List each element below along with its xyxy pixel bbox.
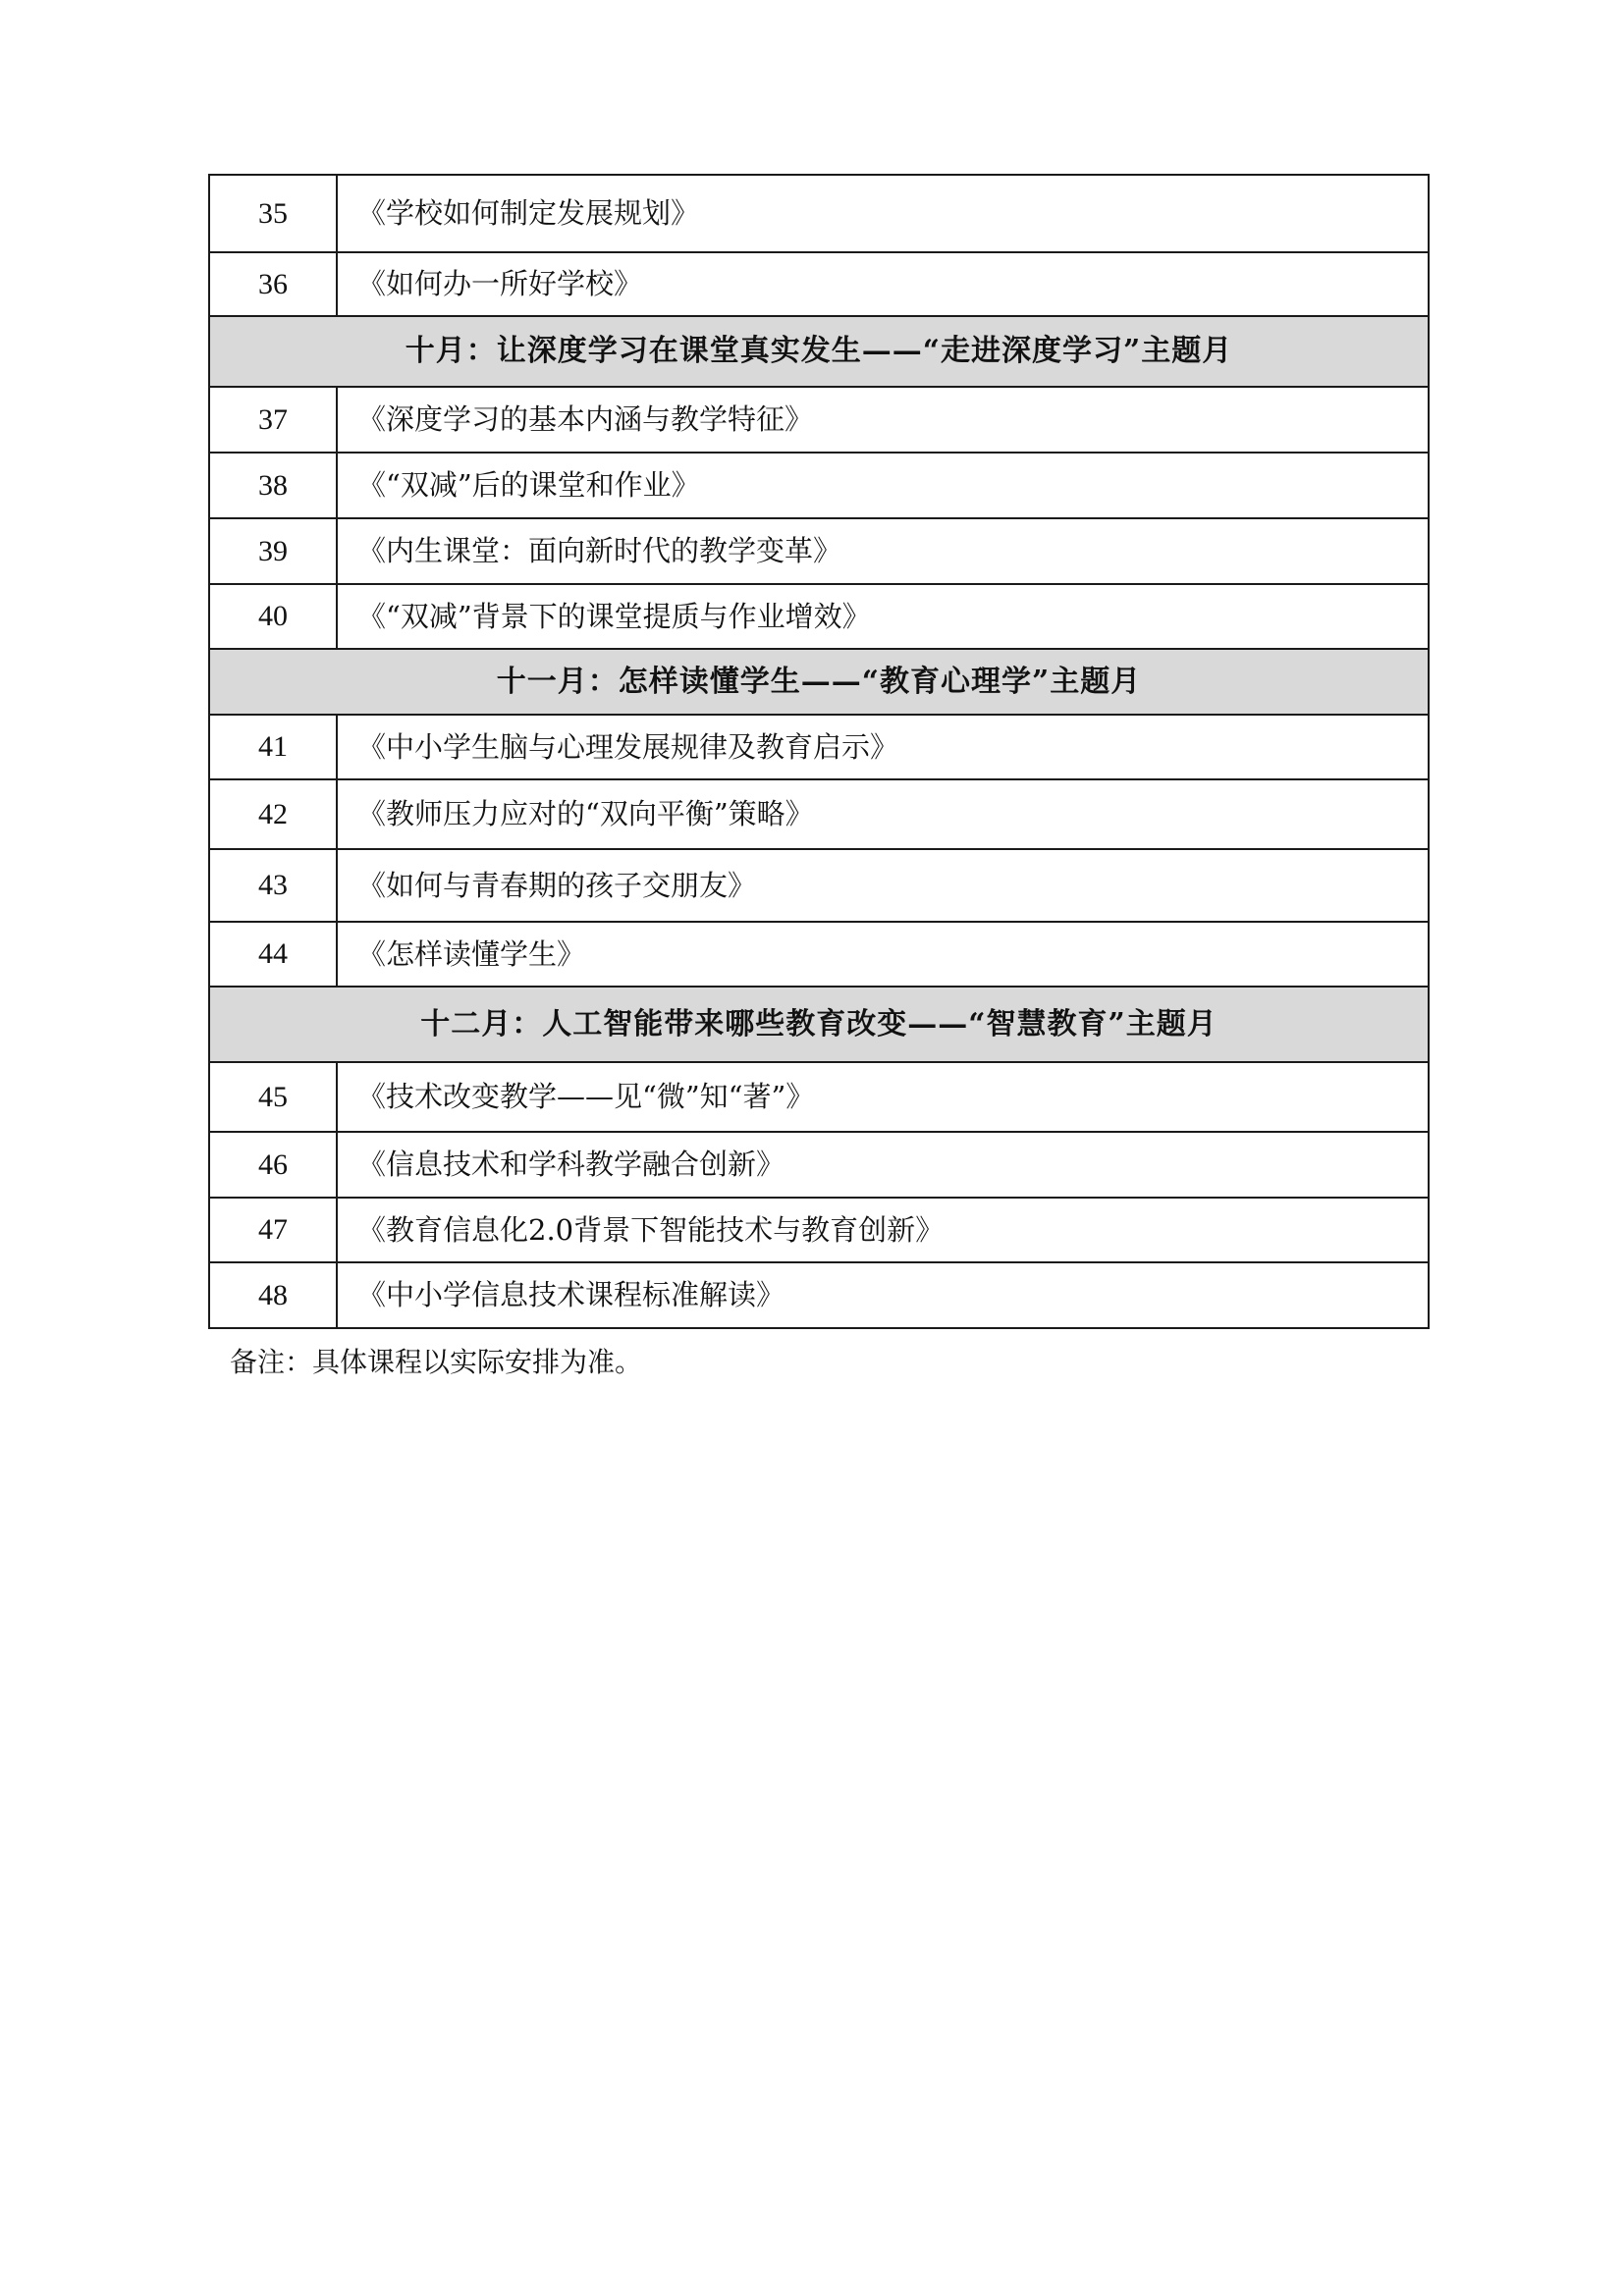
section-header-row bbox=[209, 649, 1429, 715]
course-number: 37 bbox=[209, 387, 337, 453]
course-number: 38 bbox=[209, 453, 337, 518]
course-title: 《教师压力应对的“双向平衡”策略》 bbox=[337, 779, 1429, 849]
course-title: 《“双减”背景下的课堂提质与作业增效》 bbox=[337, 584, 1429, 649]
course-title: 《学校如何制定发展规划》 bbox=[337, 175, 1429, 252]
course-title: 《如何办一所好学校》 bbox=[337, 252, 1429, 316]
course-title: 《深度学习的基本内涵与教学特征》 bbox=[337, 387, 1429, 453]
course-number: 47 bbox=[209, 1198, 337, 1262]
course-number: 40 bbox=[209, 584, 337, 649]
section-header-row bbox=[209, 316, 1429, 387]
footnote-remark: 备注：具体课程以实际安排为准。 bbox=[230, 1346, 643, 1378]
course-number: 44 bbox=[209, 922, 337, 987]
table-row bbox=[209, 922, 1429, 987]
course-number: 41 bbox=[209, 715, 337, 779]
course-number: 39 bbox=[209, 518, 337, 584]
course-title: 《内生课堂：面向新时代的教学变革》 bbox=[337, 518, 1429, 584]
table-row bbox=[209, 584, 1429, 649]
course-number: 35 bbox=[209, 175, 337, 252]
course-title: 《怎样读懂学生》 bbox=[337, 922, 1429, 987]
course-number: 42 bbox=[209, 779, 337, 849]
course-number: 45 bbox=[209, 1062, 337, 1132]
course-title: 《“双减”后的课堂和作业》 bbox=[337, 453, 1429, 518]
course-title: 《技术改变教学——见“微”知“著”》 bbox=[337, 1062, 1429, 1132]
table-row bbox=[209, 387, 1429, 453]
course-title: 《如何与青春期的孩子交朋友》 bbox=[337, 849, 1429, 922]
section-title: 十二月：人工智能带来哪些教育改变——“智慧教育”主题月 bbox=[209, 987, 1429, 1062]
course-number: 46 bbox=[209, 1132, 337, 1198]
course-title: 《中小学信息技术课程标准解读》 bbox=[337, 1262, 1429, 1328]
table-row bbox=[209, 252, 1429, 316]
section-title: 十月：让深度学习在课堂真实发生——“走进深度学习”主题月 bbox=[209, 316, 1429, 387]
section-title: 十一月：怎样读懂学生——“教育心理学”主题月 bbox=[209, 649, 1429, 715]
course-title: 《教育信息化2.0背景下智能技术与教育创新》 bbox=[337, 1198, 1429, 1262]
table-row bbox=[209, 849, 1429, 922]
course-title: 《信息技术和学科教学融合创新》 bbox=[337, 1132, 1429, 1198]
table-row bbox=[209, 175, 1429, 252]
table-row bbox=[209, 453, 1429, 518]
table-row bbox=[209, 518, 1429, 584]
course-number: 43 bbox=[209, 849, 337, 922]
table-row bbox=[209, 1262, 1429, 1328]
table-row bbox=[209, 715, 1429, 779]
table-row bbox=[209, 1062, 1429, 1132]
section-header-row bbox=[209, 987, 1429, 1062]
table-row bbox=[209, 1132, 1429, 1198]
course-table bbox=[208, 174, 1430, 1329]
course-number: 36 bbox=[209, 252, 337, 316]
course-number: 48 bbox=[209, 1262, 337, 1328]
table-row bbox=[209, 1198, 1429, 1262]
course-title: 《中小学生脑与心理发展规律及教育启示》 bbox=[337, 715, 1429, 779]
table-row bbox=[209, 779, 1429, 849]
